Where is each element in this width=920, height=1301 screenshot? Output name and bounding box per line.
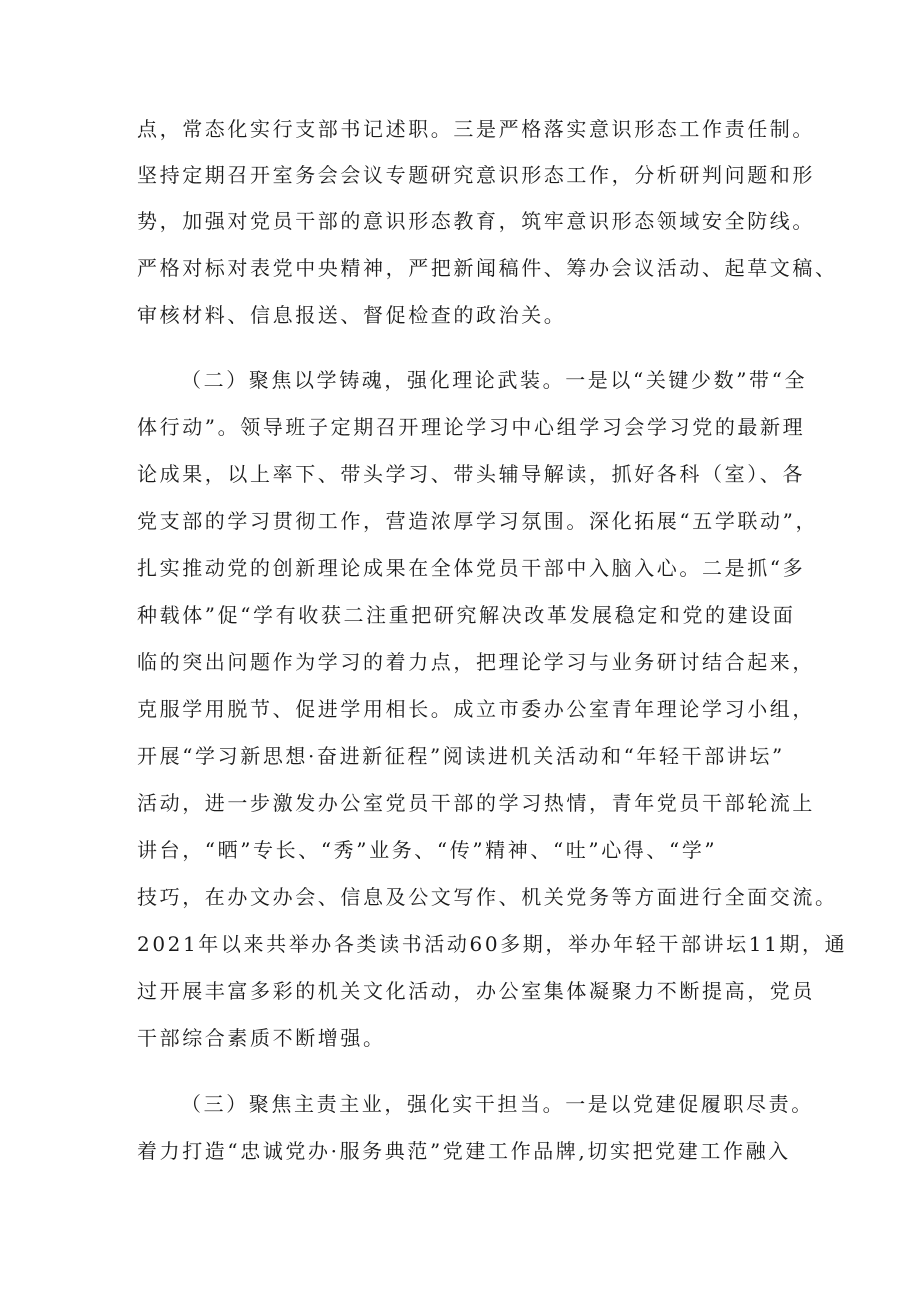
text-line: 2021年以来共举办各类读书活动60多期，举办年轻干部讲坛11期，通 — [137, 932, 848, 956]
text-line: 势，加强对党员干部的意识形态教育，筑牢意识形态领域安全防线。 — [137, 209, 815, 233]
text-line: 开展“学习新思想·奋进新征程”阅读进机关活动和“年轻干部讲坛” — [137, 744, 785, 768]
section-heading-line: （二）聚焦以学铸魂，强化理论武装。一是以“关键少数”带“全 — [181, 368, 808, 392]
text-line: 克服学用脱节、促进学用相长。成立市委办公室青年理论学习小组， — [137, 697, 815, 721]
text-line: 技巧，在办文办会、信息及公文写作、机关党务等方面进行全面交流。 — [137, 885, 838, 909]
text-line: 严格对标对表党中央精神，严把新闻稿件、筹办会议活动、起草文稿、 — [137, 256, 838, 280]
text-line: 过开展丰富多彩的机关文化活动，办公室集体凝聚力不断提高，党员 — [137, 979, 815, 1003]
text-line: 体行动”。领导班子定期召开理论学习中心组学习会学习党的最新理 — [137, 415, 806, 439]
text-line: 坚持定期召开室务会会议专题研究意识形态工作，分析研判问题和形 — [137, 163, 815, 187]
text-line: 种载体”促“学有收获二注重把研究解决改革发展稳定和党的建设面 — [137, 603, 796, 627]
text-line: 活动，进一步激发办公室党员干部的学习热情，青年党员干部轮流上 — [137, 791, 815, 815]
text-line: 临的突出问题作为学习的着力点，把理论学习与业务研讨结合起来， — [137, 650, 815, 674]
text-line: 扎实推动党的创新理论成果在全体党员干部中入脑入心。二是抓“多 — [137, 556, 806, 580]
text-line: 点，常态化实行支部书记述职。三是严格落实意识形态工作责任制。 — [137, 117, 815, 141]
text-line: 论成果，以上率下、带头学习、带头辅导解读，抓好各科（室）、各 — [137, 462, 805, 486]
text-line: 党支部的学习贯彻工作，营造浓厚学习氛围。深化拓展“五学联动”， — [137, 509, 819, 533]
text-line: 干部综合素质不断增强。 — [137, 1026, 386, 1050]
text-line: 审核材料、信息报送、督促检查的政治关。 — [137, 303, 567, 327]
text-line: 着力打造“忠诚党办·服务典范”党建工作品牌,切实把党建工作融入 — [137, 1139, 791, 1163]
section-heading-line: （三）聚焦主责主业，强化实干担当。一是以党建促履职尽责。 — [181, 1092, 814, 1116]
text-line: 讲台，“晒”专长、“秀”业务、“传”精神、“吐”心得、“学” — [137, 838, 718, 862]
